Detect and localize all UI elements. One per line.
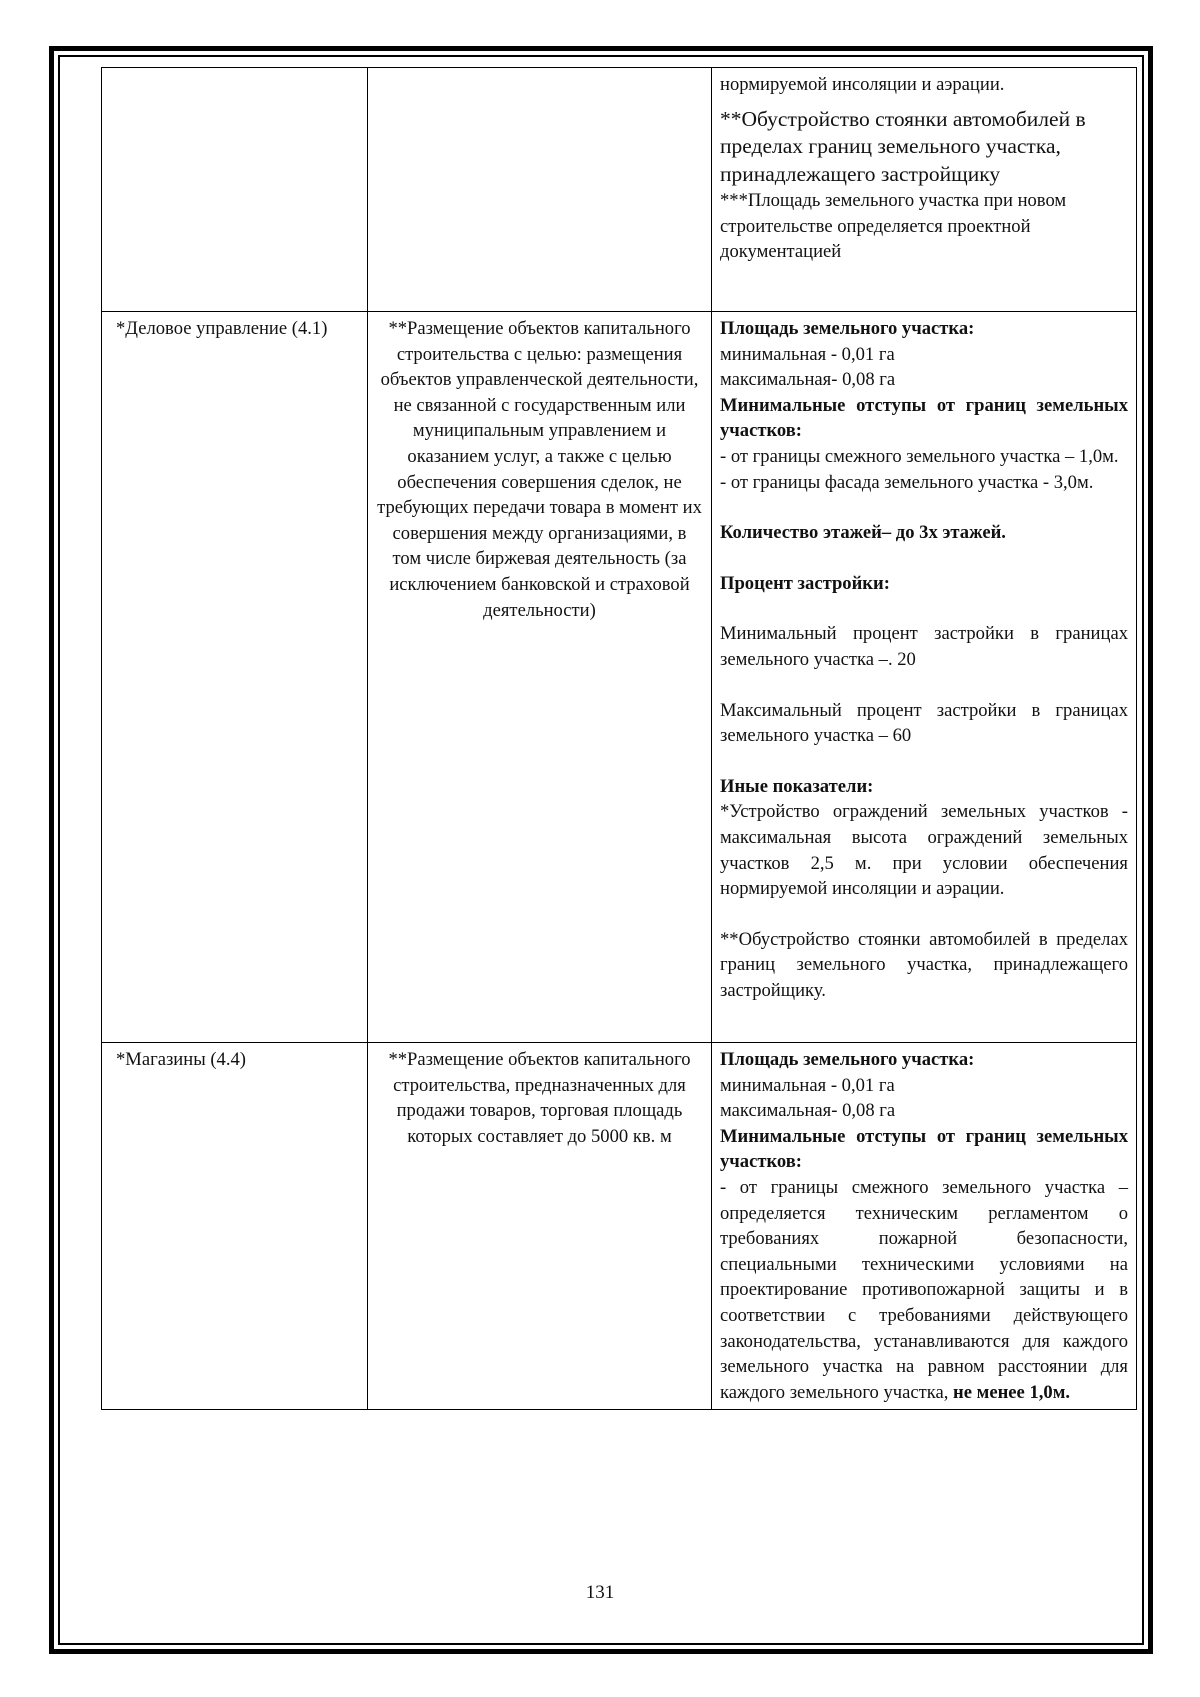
params-parking: **Обустройство стоянки автомобилей в пределах границ земельного участка, принадлежащего застройщику	[720, 106, 1086, 186]
cell-name	[102, 312, 368, 1043]
other-title: Иные показатели:	[720, 775, 874, 797]
use-name: *Деловое управление (4.1)	[116, 318, 328, 339]
setback-adjacent: - от границы смежного земельного участка – 1,0м.	[720, 445, 1119, 467]
setback-facade: - от границы фасада земельного участка - 3,0м.	[720, 471, 1094, 493]
area-min: минимальная - 0,01 га	[720, 1074, 895, 1096]
setback-adjacent	[720, 1175, 1128, 1405]
area-max: максимальная- 0,08 га	[720, 369, 896, 391]
setback-min-bold: не менее 1,0м.	[953, 1381, 1071, 1403]
page-number: 131	[585, 1582, 615, 1603]
setbacks-title: Минимальные отступы от границ земельных участков:	[720, 394, 1128, 442]
fence: *Устройство ограждений земельных участков - максимальная высота ограждений земельных участков 2,5 м. при условии обеспечения нормируемой инсоляции и аэрации.	[720, 801, 1128, 900]
area-max: максимальная- 0,08 га	[720, 1100, 896, 1122]
area-title: Площадь земельного участка:	[720, 1049, 975, 1070]
params-area-note: ***Площадь земельного участка при новом строительстве определяется проектной документацией	[720, 190, 1067, 263]
floors: Количество этажей– до 3х этажей.	[720, 522, 1006, 544]
table-row	[102, 312, 1137, 1043]
use-name: *Магазины (4.4)	[116, 1049, 246, 1070]
table-row	[102, 1043, 1137, 1410]
cell-parameters	[712, 1043, 1137, 1410]
area-min: минимальная - 0,01 га	[720, 343, 895, 365]
cell-parameters	[712, 68, 1137, 312]
cell-name	[102, 1043, 368, 1410]
params-line: нормируемой инсоляции и аэрации.	[720, 74, 1005, 95]
use-description: **Размещение объектов капитального строительства с целью: размещения объектов управленческой деятельности, не связанной с государственным или муниципальным управлением и оказанием услуг, а также с целью обеспечения совершения сделок, не требующих передачи товара в момент их совершения между организациями, в том числе биржевая деятельность (за исключением банковской и страховой деятельности)	[377, 318, 702, 621]
setbacks-title: Минимальные отступы от границ земельных участков:	[720, 1125, 1128, 1173]
regulations-table	[101, 67, 1137, 1410]
coverage-min: Минимальный процент застройки в границах земельного участка –. 20	[720, 623, 1128, 670]
table-row	[102, 68, 1137, 312]
cell-description	[368, 1043, 712, 1410]
area-title: Площадь земельного участка:	[720, 318, 975, 339]
use-description: **Размещение объектов капитального строительства, предназначенных для продажи товаров, торговая площадь которых составляет до 5000 кв. м	[388, 1049, 691, 1147]
cell-description	[368, 312, 712, 1043]
cell-description	[368, 68, 712, 312]
coverage-title: Процент застройки:	[720, 572, 890, 594]
coverage-max: Максимальный процент застройки в границах земельного участка – 60	[720, 699, 1128, 747]
cell-name	[102, 68, 368, 312]
parking: **Обустройство стоянки автомобилей в пределах границ земельного участка, принадлежащего застройщику.	[720, 928, 1128, 1001]
setback-adjacent-text: - от границы смежного земельного участка – определяется техническим регламентом о требованиях пожарной безопасности, специальными техническими условиями на проектирование противопожарной защиты и в соответствии с требованиями действующего законодательства, устанавливаются для каждого земельного участка на равном расстоянии для каждого земельного участка,	[720, 1176, 1128, 1403]
cell-parameters	[712, 312, 1137, 1043]
